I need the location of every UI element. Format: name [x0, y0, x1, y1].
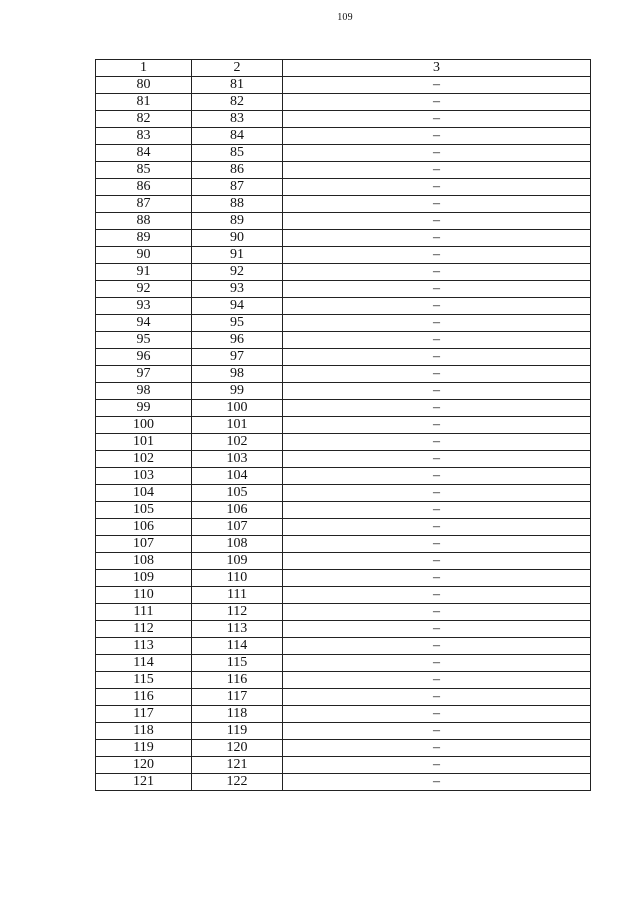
table-cell-col-3: –: [283, 264, 591, 281]
table-row: [96, 247, 591, 264]
table-cell-col-1: 109: [96, 570, 192, 587]
table-cell-col-3: –: [283, 366, 591, 383]
table-cell-col-2: 120: [192, 740, 283, 757]
table-cell-col-2: 100: [192, 400, 283, 417]
table-cell-col-1: 105: [96, 502, 192, 519]
table-cell-col-2: 118: [192, 706, 283, 723]
table-row: [96, 502, 591, 519]
table-cell-col-3: –: [283, 213, 591, 230]
table-cell-col-2: 90: [192, 230, 283, 247]
table-cell-col-3: –: [283, 587, 591, 604]
table-cell-col-2: 122: [192, 774, 283, 791]
data-table: [95, 59, 591, 791]
table-cell-col-1: 111: [96, 604, 192, 621]
table-row: [96, 417, 591, 434]
table-cell-col-1: 104: [96, 485, 192, 502]
table-row: [96, 298, 591, 315]
table-cell-col-1: 81: [96, 94, 192, 111]
table-cell-col-2: 81: [192, 77, 283, 94]
table-header: [96, 60, 591, 77]
table-cell-col-1: 117: [96, 706, 192, 723]
table-row: [96, 621, 591, 638]
table-cell-col-2: 102: [192, 434, 283, 451]
table-row: [96, 587, 591, 604]
table-cell-col-2: 119: [192, 723, 283, 740]
table-row: [96, 349, 591, 366]
table-row: [96, 774, 591, 791]
table-cell-col-3: –: [283, 689, 591, 706]
table-cell-col-2: 85: [192, 145, 283, 162]
table-cell-col-1: 85: [96, 162, 192, 179]
table-cell-col-2: 96: [192, 332, 283, 349]
table-row: [96, 536, 591, 553]
table-cell-col-2: 98: [192, 366, 283, 383]
table-cell-col-2: 93: [192, 281, 283, 298]
table-cell-col-2: 110: [192, 570, 283, 587]
table-cell-col-3: –: [283, 604, 591, 621]
table-cell-col-1: 116: [96, 689, 192, 706]
table-cell-col-2: 87: [192, 179, 283, 196]
table-cell-col-3: –: [283, 434, 591, 451]
table-cell-col-3: –: [283, 519, 591, 536]
table-cell-col-1: 119: [96, 740, 192, 757]
table-cell-col-1: 96: [96, 349, 192, 366]
table-cell-col-2: 107: [192, 519, 283, 536]
table-cell-col-3: –: [283, 128, 591, 145]
table-cell-col-1: 93: [96, 298, 192, 315]
table-cell-col-1: 97: [96, 366, 192, 383]
table-row: [96, 383, 591, 400]
table-row: [96, 434, 591, 451]
column-header-1: 1: [96, 60, 192, 77]
table-cell-col-3: –: [283, 570, 591, 587]
table-cell-col-1: 100: [96, 417, 192, 434]
table-cell-col-1: 94: [96, 315, 192, 332]
table-cell-col-3: –: [283, 77, 591, 94]
table-cell-col-2: 117: [192, 689, 283, 706]
table-row: [96, 485, 591, 502]
table-row: [96, 400, 591, 417]
table-row: [96, 264, 591, 281]
table-cell-col-1: 114: [96, 655, 192, 672]
table-cell-col-2: 84: [192, 128, 283, 145]
table-cell-col-1: 108: [96, 553, 192, 570]
table-row: [96, 179, 591, 196]
table-cell-col-1: 80: [96, 77, 192, 94]
table-cell-col-2: 86: [192, 162, 283, 179]
table-cell-col-3: –: [283, 298, 591, 315]
table-cell-col-1: 86: [96, 179, 192, 196]
table-row: [96, 230, 591, 247]
table-cell-col-1: 110: [96, 587, 192, 604]
table-row: [96, 655, 591, 672]
table-row: [96, 638, 591, 655]
page-number: 109: [337, 12, 353, 23]
table-row: [96, 111, 591, 128]
table-cell-col-2: 104: [192, 468, 283, 485]
table-row: [96, 332, 591, 349]
table-cell-col-3: –: [283, 332, 591, 349]
table-row: [96, 706, 591, 723]
table-cell-col-3: –: [283, 468, 591, 485]
table-cell-col-1: 115: [96, 672, 192, 689]
table-cell-col-2: 94: [192, 298, 283, 315]
table-cell-col-3: –: [283, 740, 591, 757]
table-cell-col-3: –: [283, 111, 591, 128]
table-cell-col-2: 105: [192, 485, 283, 502]
table-cell-col-2: 101: [192, 417, 283, 434]
table-cell-col-2: 88: [192, 196, 283, 213]
table-cell-col-2: 91: [192, 247, 283, 264]
column-header-2: 2: [192, 60, 283, 77]
table-cell-col-1: 102: [96, 451, 192, 468]
table-cell-col-1: 88: [96, 213, 192, 230]
table-cell-col-2: 89: [192, 213, 283, 230]
table-cell-col-3: –: [283, 281, 591, 298]
table-cell-col-1: 107: [96, 536, 192, 553]
table-cell-col-3: –: [283, 451, 591, 468]
table-row: [96, 757, 591, 774]
table-cell-col-1: 83: [96, 128, 192, 145]
table-row: [96, 604, 591, 621]
table-cell-col-3: –: [283, 706, 591, 723]
table-cell-col-1: 95: [96, 332, 192, 349]
table-cell-col-3: –: [283, 553, 591, 570]
table-cell-col-2: 92: [192, 264, 283, 281]
table-cell-col-2: 108: [192, 536, 283, 553]
table-row: [96, 77, 591, 94]
table-cell-col-1: 87: [96, 196, 192, 213]
table-row: [96, 689, 591, 706]
table-cell-col-2: 109: [192, 553, 283, 570]
table-cell-col-2: 82: [192, 94, 283, 111]
table-cell-col-3: –: [283, 400, 591, 417]
table-cell-col-1: 91: [96, 264, 192, 281]
table-row: [96, 128, 591, 145]
table-cell-col-1: 120: [96, 757, 192, 774]
table-cell-col-3: –: [283, 774, 591, 791]
table-cell-col-3: –: [283, 621, 591, 638]
table-cell-col-1: 92: [96, 281, 192, 298]
table-row: [96, 570, 591, 587]
table-row: [96, 451, 591, 468]
column-header-3: 3: [283, 60, 591, 77]
table-cell-col-1: 113: [96, 638, 192, 655]
table-cell-col-2: 113: [192, 621, 283, 638]
table-cell-col-1: 118: [96, 723, 192, 740]
table-cell-col-3: –: [283, 536, 591, 553]
table-cell-col-3: –: [283, 672, 591, 689]
table-cell-col-1: 89: [96, 230, 192, 247]
table-cell-col-3: –: [283, 247, 591, 264]
table-cell-col-1: 101: [96, 434, 192, 451]
table-row: [96, 213, 591, 230]
header-row: [96, 60, 591, 77]
table-row: [96, 94, 591, 111]
table-cell-col-1: 98: [96, 383, 192, 400]
table-cell-col-2: 106: [192, 502, 283, 519]
table-cell-col-1: 82: [96, 111, 192, 128]
table-cell-col-1: 84: [96, 145, 192, 162]
table-cell-col-2: 112: [192, 604, 283, 621]
table-cell-col-1: 121: [96, 774, 192, 791]
table-cell-col-3: –: [283, 655, 591, 672]
table-row: [96, 196, 591, 213]
table-cell-col-2: 114: [192, 638, 283, 655]
table-cell-col-3: –: [283, 723, 591, 740]
table-cell-col-3: –: [283, 417, 591, 434]
table-row: [96, 281, 591, 298]
table-cell-col-2: 121: [192, 757, 283, 774]
table-cell-col-3: –: [283, 383, 591, 400]
table-cell-col-2: 99: [192, 383, 283, 400]
table-cell-col-2: 97: [192, 349, 283, 366]
table-row: [96, 145, 591, 162]
table-cell-col-3: –: [283, 179, 591, 196]
table-cell-col-3: –: [283, 349, 591, 366]
table-cell-col-2: 111: [192, 587, 283, 604]
table-row: [96, 162, 591, 179]
table-cell-col-3: –: [283, 162, 591, 179]
table-cell-col-1: 99: [96, 400, 192, 417]
table-cell-col-2: 83: [192, 111, 283, 128]
table-cell-col-1: 106: [96, 519, 192, 536]
table-row: [96, 553, 591, 570]
table-row: [96, 723, 591, 740]
table-cell-col-2: 95: [192, 315, 283, 332]
table-cell-col-2: 103: [192, 451, 283, 468]
table-row: [96, 740, 591, 757]
table-cell-col-2: 116: [192, 672, 283, 689]
table-cell-col-1: 103: [96, 468, 192, 485]
table-cell-col-3: –: [283, 94, 591, 111]
table-cell-col-3: –: [283, 230, 591, 247]
table-cell-col-2: 115: [192, 655, 283, 672]
table-body: [96, 77, 591, 791]
table-row: [96, 366, 591, 383]
table-cell-col-3: –: [283, 196, 591, 213]
table-cell-col-1: 112: [96, 621, 192, 638]
table-row: [96, 468, 591, 485]
table-cell-col-3: –: [283, 145, 591, 162]
table-cell-col-3: –: [283, 638, 591, 655]
table-cell-col-3: –: [283, 502, 591, 519]
table-cell-col-1: 90: [96, 247, 192, 264]
table-row: [96, 315, 591, 332]
table-row: [96, 519, 591, 536]
table-cell-col-3: –: [283, 315, 591, 332]
table-cell-col-3: –: [283, 757, 591, 774]
table-row: [96, 672, 591, 689]
table-cell-col-3: –: [283, 485, 591, 502]
